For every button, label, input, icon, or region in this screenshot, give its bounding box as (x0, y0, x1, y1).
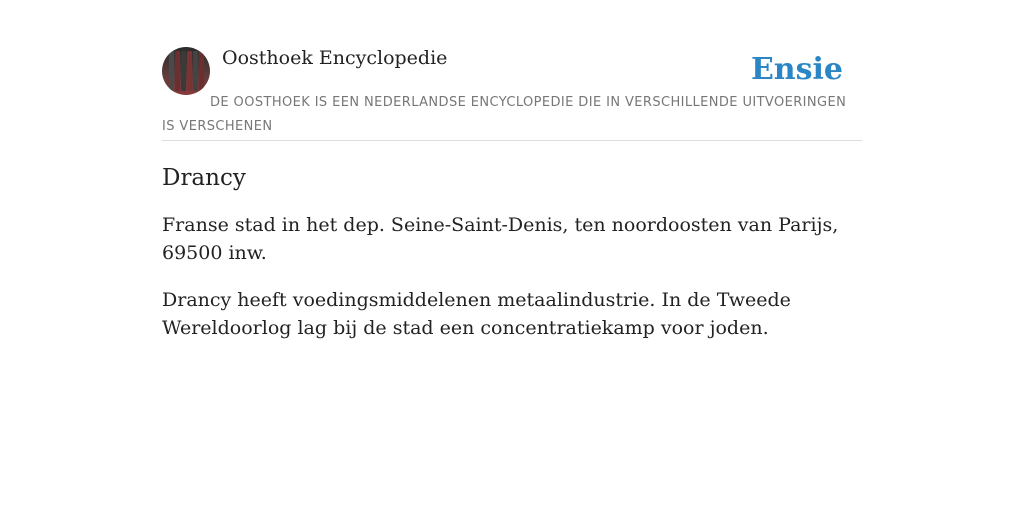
book-spine (175, 51, 180, 91)
source-header (162, 46, 862, 141)
source-tagline: DE OOSTHOEK IS EEN NEDERLANDSE ENCYCLOPEDIE DIE IN VERSCHILLENDE UITVOERINGEN IS VERSCHENEN (162, 95, 847, 134)
article (162, 162, 862, 361)
book-spine (181, 51, 186, 91)
book-spine (169, 51, 174, 91)
article-paragraph: Drancy heeft voedingsmiddelenen metaalindustrie. In de Tweede Wereldoorlog lag bij de stad een concentratiekamp voor joden. (162, 289, 791, 339)
article-paragraph: Franse stad in het dep. Seine-Saint-Denis, ten noordoosten van Parijs, 69500 inw. (162, 214, 839, 264)
book-spine (187, 51, 192, 91)
ensie-logo[interactable]: Ensie (750, 52, 843, 87)
book-spine (193, 51, 198, 91)
source-avatar[interactable] (162, 47, 210, 95)
source-name-link[interactable]: Oosthoek Encyclopedie (222, 47, 448, 69)
book-spine (199, 51, 204, 91)
article-title: Drancy (162, 165, 246, 191)
